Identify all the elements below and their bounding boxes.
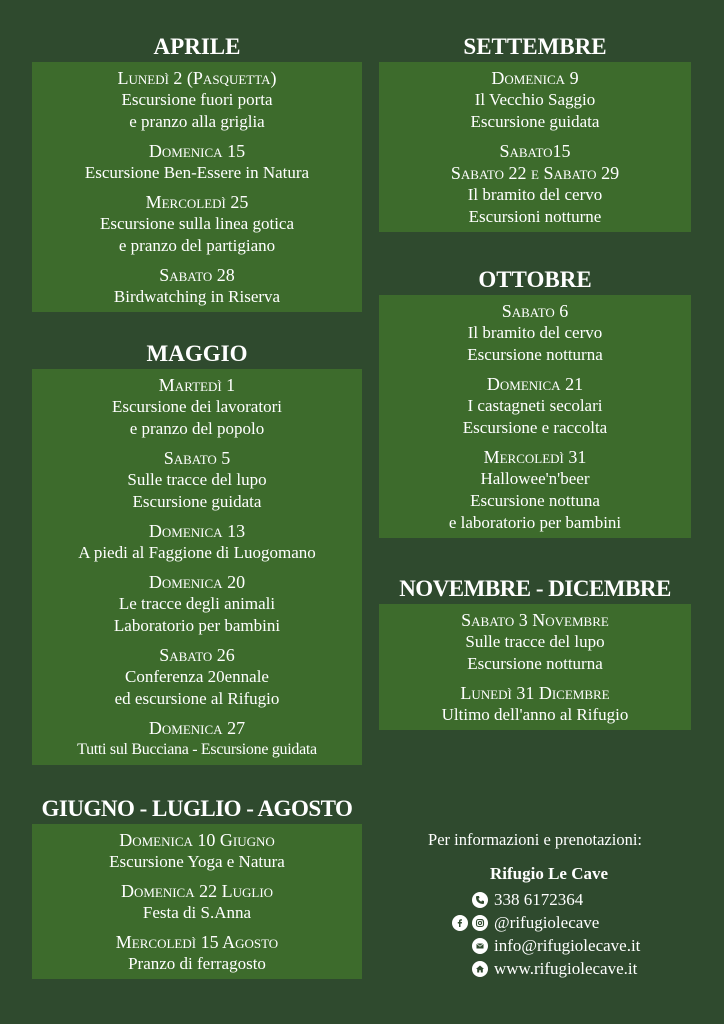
event-date: Sabato 6 bbox=[501, 301, 569, 321]
event-line: e pranzo alla griglia bbox=[129, 112, 265, 131]
event-line: Il bramito del cervo bbox=[467, 323, 603, 342]
event-date: Domenica 9 bbox=[491, 68, 579, 88]
section-novembre-dicembre bbox=[379, 576, 691, 730]
info-title: Per informazioni e prenotazioni: bbox=[428, 830, 642, 849]
events-box bbox=[379, 604, 691, 730]
event-line: e pranzo del partigiano bbox=[118, 236, 276, 255]
event bbox=[385, 67, 685, 133]
month-title: GIUGNO - LUGLIO - AGOSTO bbox=[41, 796, 353, 821]
social-text[interactable]: @rifugiolecave bbox=[494, 912, 600, 932]
event-line: Laboratorio per bambini bbox=[113, 616, 281, 635]
event-line: Pranzo di ferragosto bbox=[128, 954, 266, 973]
event-line: Escursione guidata bbox=[132, 492, 262, 511]
event-line: Le tracce degli animali bbox=[118, 594, 276, 613]
event-date: Domenica 15 bbox=[148, 141, 246, 161]
event-line: e pranzo del popolo bbox=[129, 419, 265, 438]
event-line: Festa di S.Anna bbox=[142, 903, 252, 922]
section-settembre bbox=[379, 34, 691, 232]
event-line: Escursioni notturne bbox=[468, 207, 602, 226]
event-line: Sulle tracce del lupo bbox=[127, 470, 267, 489]
event-line: Escursione Ben-Essere in Natura bbox=[84, 163, 310, 182]
event-line: Escursione fuori porta bbox=[121, 90, 273, 109]
event-date: Sabato15 bbox=[499, 141, 571, 161]
event bbox=[38, 571, 356, 637]
event-date: Mercoledì 15 Agosto bbox=[115, 932, 279, 952]
event-line: ed escursione al Rifugio bbox=[114, 689, 280, 708]
info-name: Rifugio Le Cave bbox=[490, 864, 609, 883]
event-date: Mercoledì 31 bbox=[483, 447, 587, 467]
event-line: Escursione Yoga e Natura bbox=[109, 852, 285, 871]
event bbox=[38, 67, 356, 133]
event-date: Domenica 13 bbox=[148, 521, 246, 541]
web-text[interactable]: www.rifugiolecave.it bbox=[494, 958, 638, 978]
events-box bbox=[379, 62, 691, 232]
event-line: I castagneti secolari bbox=[467, 396, 603, 415]
events-box bbox=[379, 295, 691, 538]
event bbox=[38, 520, 356, 564]
event-line: Ultimo dell'anno al Rifugio bbox=[441, 705, 629, 724]
event-date: Domenica 21 bbox=[486, 374, 584, 394]
event-line: A piedi al Faggione di Luogomano bbox=[78, 543, 316, 562]
section-aprile bbox=[32, 34, 362, 312]
month-title: OTTOBRE bbox=[478, 267, 592, 292]
event-line: Escursione e raccolta bbox=[462, 418, 608, 437]
event-line: Escursione notturna bbox=[467, 345, 603, 364]
event-date: Domenica 20 bbox=[148, 572, 246, 592]
event bbox=[385, 446, 685, 534]
event-date: Sabato 5 bbox=[163, 448, 231, 468]
event-line: Escursione dei lavoratori bbox=[112, 397, 282, 416]
event bbox=[385, 609, 685, 675]
event-line: Escursione nottuna bbox=[470, 491, 600, 510]
event-date: Domenica 27 bbox=[148, 718, 246, 738]
phone-row[interactable] bbox=[380, 888, 690, 911]
event-date: Sabato 26 bbox=[159, 645, 235, 665]
facebook-icon[interactable] bbox=[452, 915, 468, 931]
event-line: Conferenza 20ennale bbox=[125, 667, 269, 686]
web-row[interactable] bbox=[380, 957, 690, 980]
event-line: Il bramito del cervo bbox=[467, 185, 603, 204]
event bbox=[38, 140, 356, 184]
event-date: Domenica 10 Giugno bbox=[119, 830, 275, 850]
event-line: Escursione guidata bbox=[470, 112, 600, 131]
email-text[interactable]: info@rifugiolecave.it bbox=[494, 935, 641, 955]
month-title: NOVEMBRE - DICEMBRE bbox=[399, 576, 671, 601]
phone-icon bbox=[472, 892, 488, 908]
event-date: Lunedì 31 Dicembre bbox=[460, 683, 610, 703]
events-box bbox=[32, 369, 362, 765]
month-title: MAGGIO bbox=[146, 341, 248, 366]
event-line: Birdwatching in Riserva bbox=[113, 287, 281, 306]
event bbox=[38, 829, 356, 873]
event bbox=[385, 140, 685, 228]
event-line: Escursione sulla linea gotica bbox=[99, 214, 295, 233]
events-box bbox=[32, 824, 362, 979]
events-box bbox=[32, 62, 362, 312]
event-date: Sabato 28 bbox=[159, 265, 235, 285]
event bbox=[38, 931, 356, 975]
event-date: Mercoledì 25 bbox=[145, 192, 249, 212]
event-date-secondary: Sabato 22 e Sabato 29 bbox=[450, 163, 620, 183]
event bbox=[38, 880, 356, 924]
event-line: e laboratorio per bambini bbox=[448, 513, 622, 532]
event bbox=[38, 374, 356, 440]
email-row[interactable] bbox=[380, 934, 690, 957]
event bbox=[38, 191, 356, 257]
section-ottobre bbox=[379, 267, 691, 538]
event-line: Tutti sul Bucciana - Escursione guidata bbox=[77, 741, 317, 758]
event-date: Lunedì 2 (Pasquetta) bbox=[117, 68, 277, 88]
section-estate bbox=[32, 796, 362, 979]
event-date: Domenica 22 Luglio bbox=[120, 881, 274, 901]
event bbox=[385, 682, 685, 726]
social-row[interactable] bbox=[380, 911, 690, 934]
instagram-icon[interactable] bbox=[472, 915, 488, 931]
event bbox=[38, 447, 356, 513]
phone-text[interactable]: 338 6172364 bbox=[494, 889, 584, 909]
email-icon bbox=[472, 938, 488, 954]
event bbox=[38, 644, 356, 710]
contact-info bbox=[380, 830, 690, 980]
event-line: Sulle tracce del lupo bbox=[465, 632, 605, 651]
event-date: Sabato 3 Novembre bbox=[461, 610, 609, 630]
event-date: Martedì 1 bbox=[158, 375, 236, 395]
event bbox=[38, 264, 356, 308]
home-icon bbox=[472, 961, 488, 977]
month-title: APRILE bbox=[153, 34, 241, 59]
event bbox=[385, 373, 685, 439]
event bbox=[385, 300, 685, 366]
event bbox=[38, 717, 356, 761]
section-maggio bbox=[32, 341, 362, 765]
event-line: Hallowee'n'beer bbox=[480, 469, 590, 488]
event-line: Escursione notturna bbox=[467, 654, 603, 673]
event-line: Il Vecchio Saggio bbox=[474, 90, 596, 109]
month-title: SETTEMBRE bbox=[463, 34, 607, 59]
